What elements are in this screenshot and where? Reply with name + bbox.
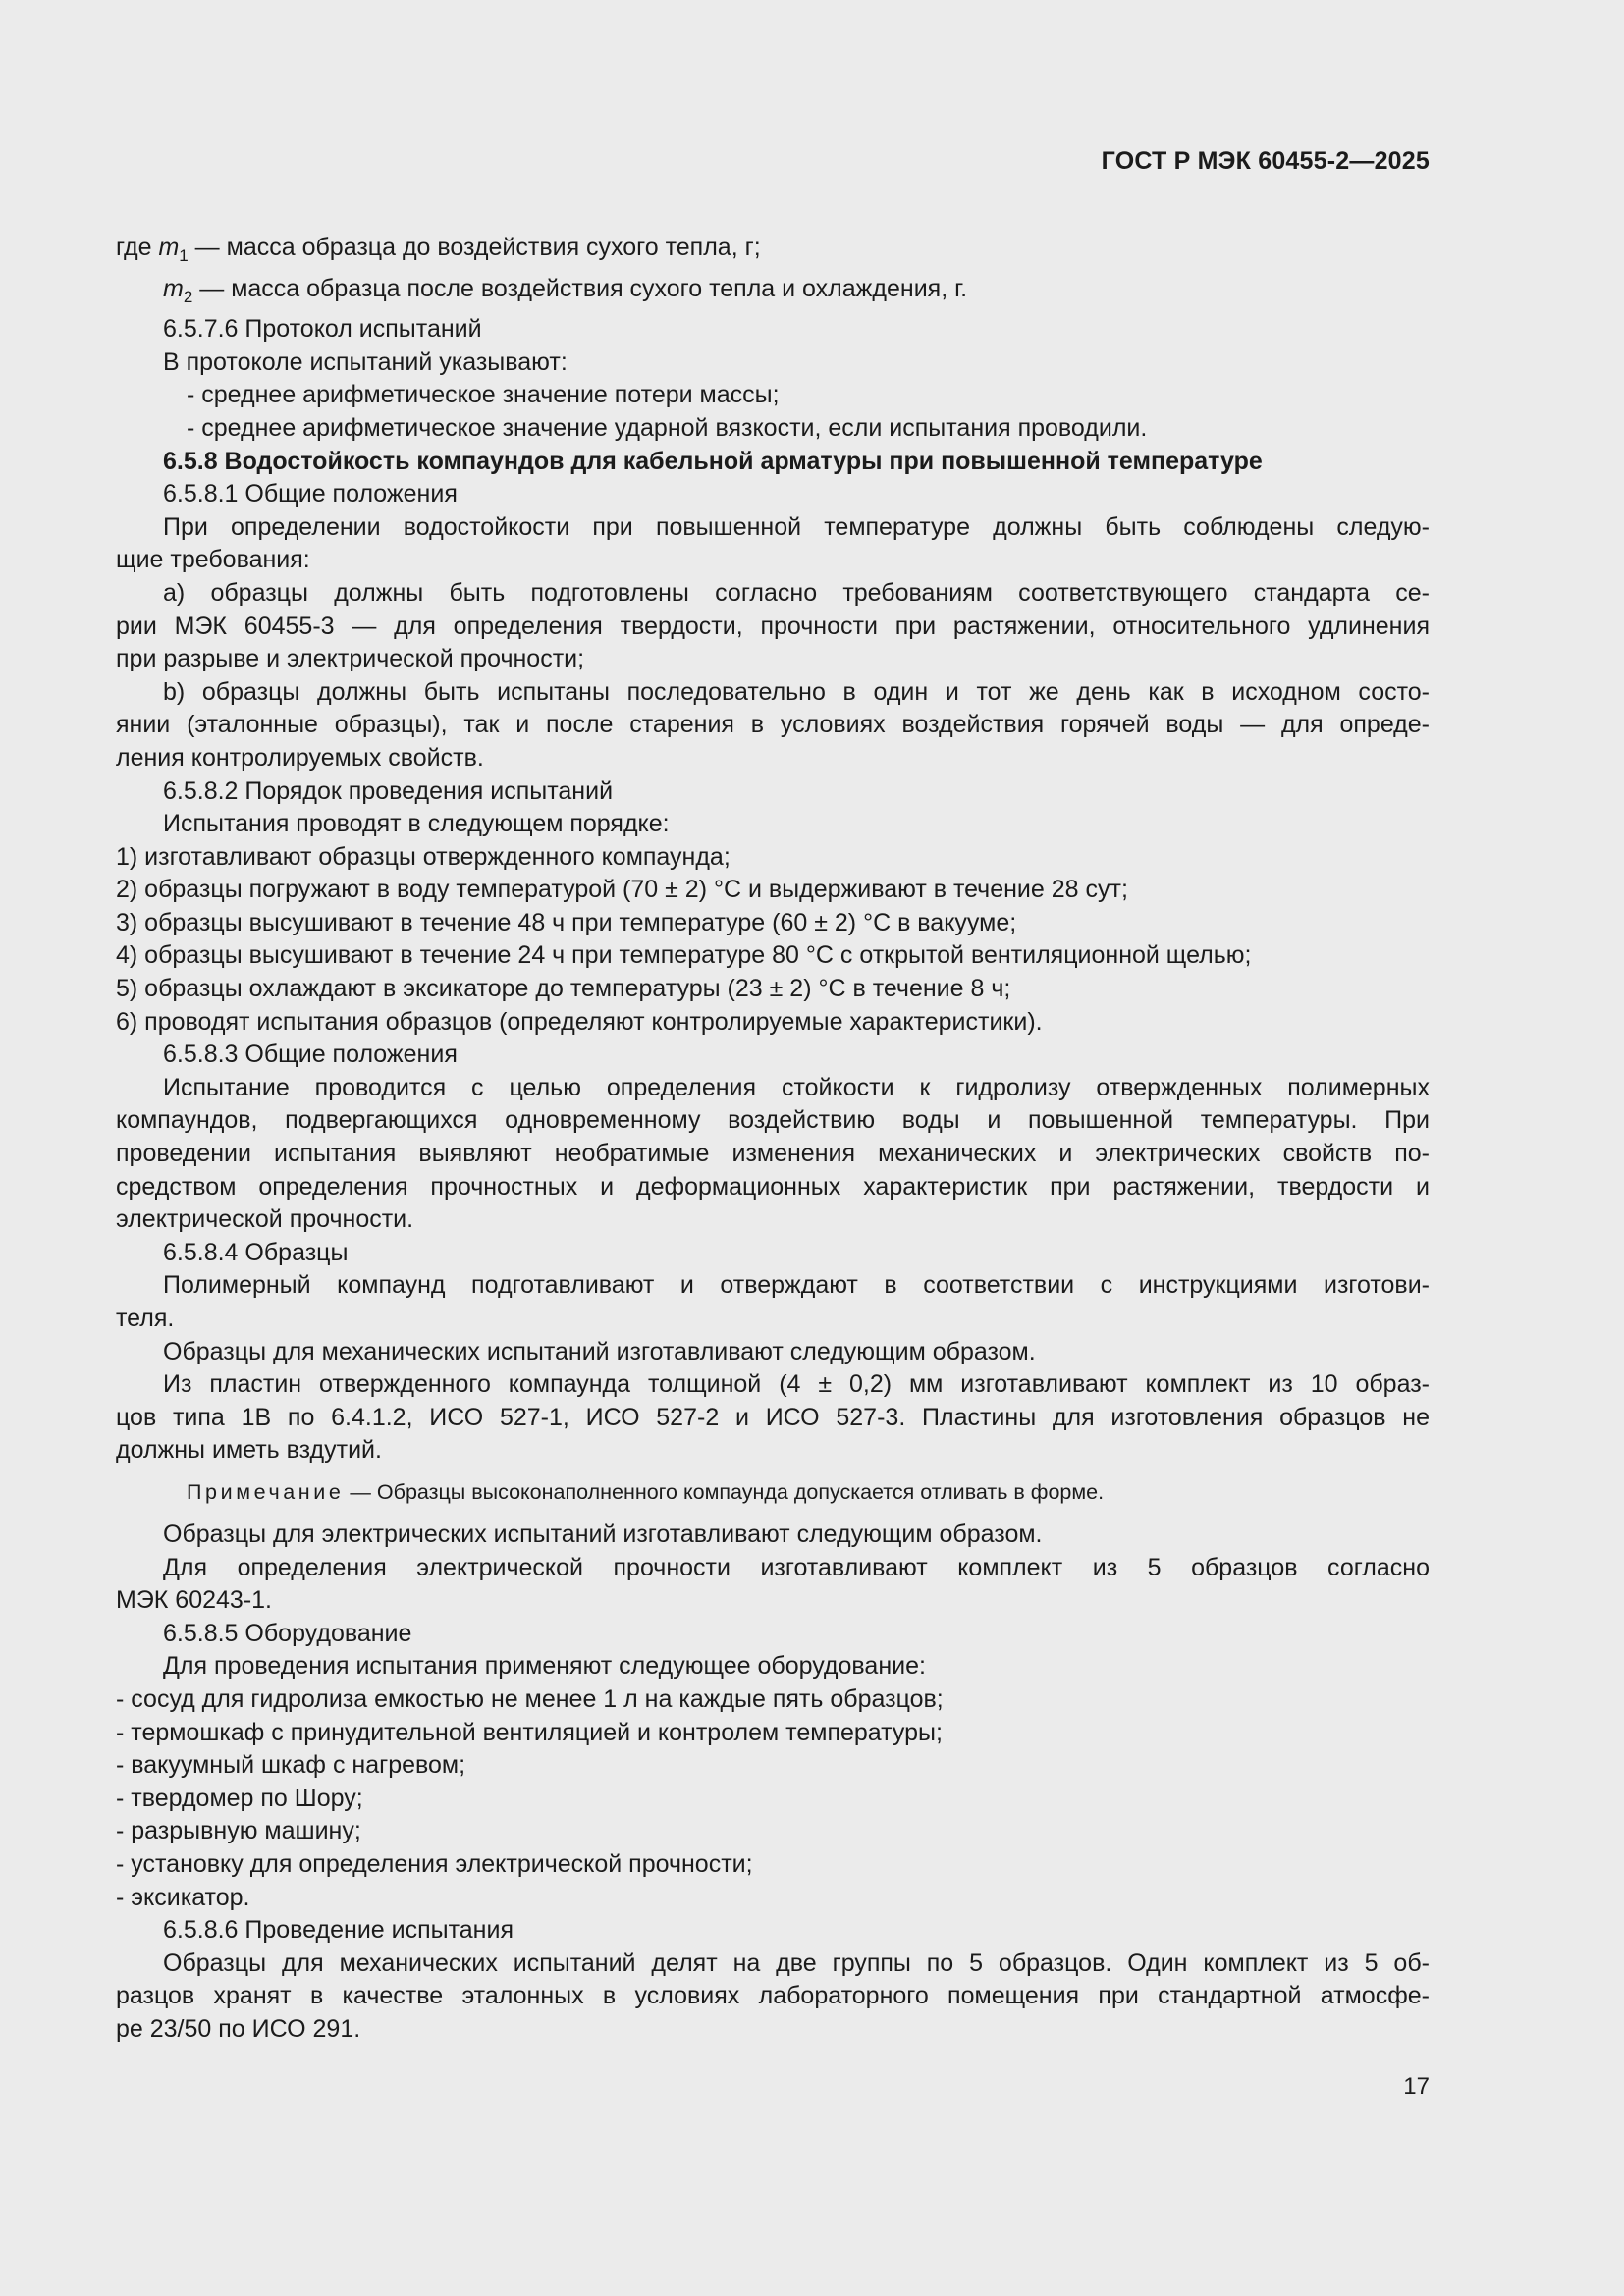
text-line: 6) проводят испытания образцов (определяют контролируемые характеристики). [116, 1007, 1043, 1036]
text-line: 6.5.8.1 Общие положения [163, 480, 458, 508]
text-line: МЭК 60243-1. [116, 1586, 272, 1615]
text-line: янии (эталонные образцы), так и после старения в условиях воздействия горячей воды — для опреде- [116, 711, 1430, 739]
text-line: средством определения прочностных и деформационных характеристик при растяжении, твердости и [116, 1172, 1430, 1201]
text-line: при разрыве и электрической прочности; [116, 645, 585, 673]
formula-legend-m2: $m_2$ — масса образца после воздействия сухого тепла и охлаждения, г. [163, 274, 968, 306]
text-line: Для проведения испытания применяют следующее оборудование: [163, 1652, 926, 1681]
text-line: Испытания проводят в следующем порядке: [163, 810, 670, 838]
text-line: При определении водостойкости при повышенной температуре должны быть соблюдены следую- [163, 512, 1430, 541]
text-line: 5) образцы охлаждают в эксикаторе до температуры (23 ± 2) °С в течение 8 ч; [116, 975, 1011, 1003]
text-line: Испытание проводится с целью определения стойкости к гидролизу отвержденных полимерных [163, 1073, 1430, 1101]
text-line: цов типа 1В по 6.4.1.2, ИСО 527-1, ИСО 527-2 и ИСО 527-3. Пластины для изготовления образцов не [116, 1403, 1430, 1431]
document-body [116, 232, 1430, 2046]
note-paragraph [116, 1477, 1430, 1507]
note-label: Примечание [187, 1479, 345, 1504]
text-line: - разрывную машину; [116, 1817, 361, 1845]
text-line: щие требования: [116, 546, 310, 574]
section-heading: 6.5.8 Водостойкость компаундов для кабельной арматуры при повышенной температуре [163, 447, 1263, 475]
text-line: 2) образцы погружают в воду температурой (70 ± 2) °С и выдерживают в течение 28 сут; [116, 876, 1128, 904]
text-line: ре 23/50 по ИСО 291. [116, 2014, 361, 2043]
text-line: 6.5.8.3 Общие положения [163, 1041, 458, 1069]
text-line: Полимерный компаунд подготавливают и отверждают в соответствии с инструкциями изготови- [163, 1271, 1430, 1300]
text-line: 1) изготавливают образцы отвержденного компаунда; [116, 842, 731, 871]
note-text: — Образцы высоконаполненного компаунда допускается отливать в форме. [344, 1479, 1105, 1504]
text-line: а) образцы должны быть подготовлены согласно требованиям соответствующего стандарта се- [163, 578, 1430, 607]
page-number: 17 [1403, 2073, 1430, 2100]
text-line: рии МЭК 60455-3 — для определения твердости, прочности при растяжении, относительного удлинения [116, 612, 1430, 640]
text-line: - эксикатор. [116, 1883, 250, 1911]
text-line: ления контролируемых свойств. [116, 743, 484, 772]
text-line: Образцы для электрических испытаний изготавливают следующим образом. [163, 1520, 1043, 1548]
text-line: В протоколе испытаний указывают: [163, 347, 568, 376]
document-code: ГОСТ Р МЭК 60455-2—2025 [1101, 147, 1430, 175]
text-line: 6.5.8.5 Оборудование [163, 1619, 412, 1647]
text-line: - среднее арифметическое значение ударной вязкости, если испытания проводили. [187, 413, 1148, 442]
text-line: - твердомер по Шору; [116, 1784, 363, 1812]
text-line: - сосуд для гидролиза емкостью не менее 1 л на каждые пять образцов; [116, 1684, 944, 1713]
text-line: 6.5.8.4 Образцы [163, 1238, 349, 1266]
text-line: Для определения электрической прочности изготавливают комплект из 5 образцов согласно [163, 1553, 1430, 1581]
text-line: Образцы для механических испытаний делят на две группы по 5 образцов. Один комплект из 5 об- [163, 1949, 1430, 1977]
text-line: разцов хранят в качестве эталонных в условиях лабораторного помещения при стандартной атмосфе- [116, 1982, 1430, 2010]
text-line: 6.5.7.6 Протокол испытаний [163, 315, 482, 344]
text-line: теля. [116, 1305, 175, 1332]
text-line: 4) образцы высушивают в течение 24 ч при температуре 80 °С с открытой вентиляционной щелью; [116, 941, 1252, 970]
subscript: 1 [179, 246, 189, 265]
text-line: 6.5.8.6 Проведение испытания [163, 1916, 514, 1945]
text-line: Образцы для механических испытаний изготавливают следующим образом. [163, 1337, 1036, 1365]
text-line: электрической прочности. [116, 1205, 414, 1234]
text-line: проведении испытания выявляют необратимые изменения механических и электрических свойств по- [116, 1140, 1430, 1168]
text-line: - среднее арифметическое значение потери массы; [187, 381, 780, 409]
formula-legend-m1: где $m_1$ — масса образца до воздействия сухого тепла, г; [116, 234, 761, 265]
variable-m: m [158, 234, 180, 261]
text-line: компаундов, подвергающихся одновременному воздействию воды и повышенной температуры. При [116, 1106, 1430, 1135]
text-line: 6.5.8.2 Порядок проведения испытаний [163, 776, 614, 805]
text-line: Из пластин отвержденного компаунда толщиной (4 ± 0,2) мм изготавливают комплект из 10 образ- [163, 1370, 1430, 1399]
text-line: должны иметь вздутий. [116, 1436, 382, 1465]
text-line: b) образцы должны быть испытаны последовательно в один и тот же день как в исходном состо- [163, 677, 1430, 706]
text-line: - термошкаф с принудительной вентиляцией и контролем температуры; [116, 1718, 943, 1746]
text-line: - установку для определения электрической прочности; [116, 1849, 753, 1878]
variable-m: m [163, 274, 184, 302]
subscript: 2 [183, 287, 193, 306]
text-line: 3) образцы высушивают в течение 48 ч при температуре (60 ± 2) °С в вакууме; [116, 908, 1017, 936]
text-line: - вакуумный шкаф с нагревом; [116, 1751, 466, 1780]
